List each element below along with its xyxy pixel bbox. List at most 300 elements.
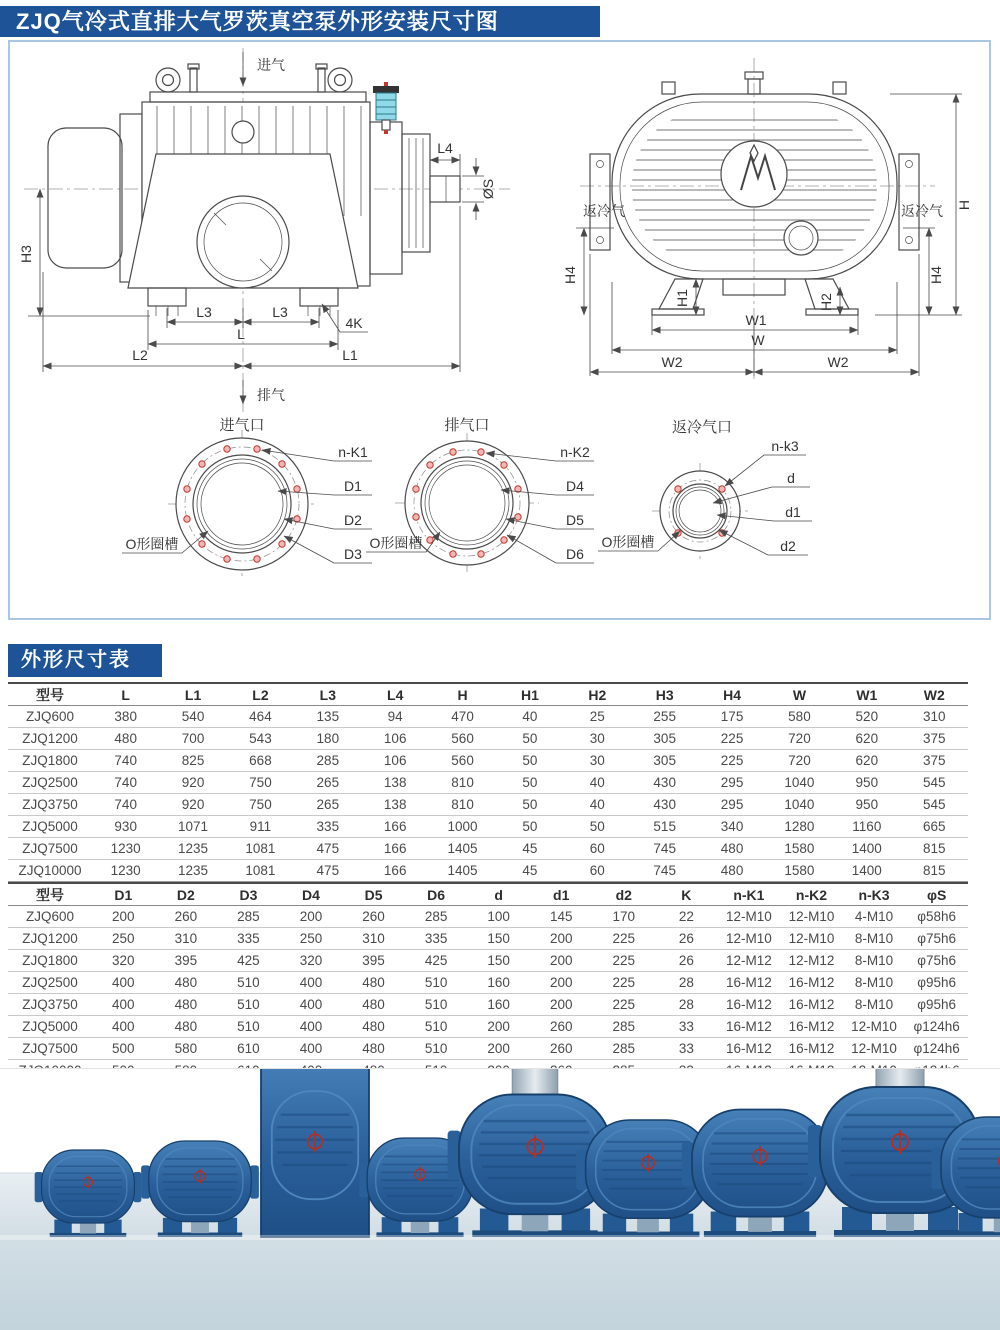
value-cell: 620 [855,731,879,746]
column-header: 型号 [36,886,64,903]
value-cell: 16-M12 [726,975,772,990]
flange2-d4-label: D4 [566,478,584,494]
value-cell: 33 [678,1041,694,1056]
value-cell: 668 [249,753,272,768]
value-cell: 510 [237,975,260,990]
value-cell: 560 [451,731,474,746]
value-cell: 720 [788,753,811,768]
page-title: ZJQ气冷式直排大气罗茨真空泵外形安装尺寸图 [0,6,600,37]
value-cell: 12-M12 [726,953,772,968]
value-cell: 930 [114,819,137,834]
value-cell: φ95h6 [917,997,957,1012]
value-cell: 200 [112,909,135,924]
value-cell: 145 [549,909,573,924]
value-cell: 740 [114,797,137,812]
value-cell: 1405 [447,863,478,878]
value-cell: 480 [174,1019,198,1034]
value-cell: 138 [383,797,407,812]
value-cell: 106 [383,731,407,746]
column-header: H [457,686,468,703]
value-cell: 45 [522,841,538,856]
value-cell: 950 [855,797,879,812]
table-row [8,816,968,838]
value-cell: 265 [316,797,340,812]
value-cell: 25 [589,709,605,724]
value-cell: 510 [424,997,448,1012]
table-row [8,706,968,728]
value-cell: φ124h6 [913,1019,960,1034]
column-header: L3 [319,686,336,703]
dim-label-w: W [751,332,765,348]
value-cell: 160 [487,997,510,1012]
value-cell: 200 [549,975,573,990]
product-photo [0,1068,1000,1330]
column-header: H3 [655,686,674,703]
column-header: L [121,686,130,703]
value-cell: 250 [299,931,323,946]
value-cell: 464 [249,709,272,724]
value-cell: 265 [316,775,340,790]
model-cell: ZJQ3750 [22,997,78,1012]
value-cell: 700 [181,731,205,746]
value-cell: 515 [653,819,676,834]
table-row [8,928,968,950]
value-cell: 395 [362,953,385,968]
value-cell: 911 [249,819,272,834]
flange3-bolt-label: n-k3 [771,438,799,454]
value-cell: 160 [487,975,510,990]
model-cell: ZJQ600 [25,909,75,924]
flange3-oring-label: O形圈槽 [601,534,655,550]
header-row [8,683,968,706]
dim-label-phi-s: ØS [480,178,496,200]
column-header: d2 [615,886,632,903]
flange3-d2-label: d2 [780,538,796,554]
value-cell: 745 [653,841,676,856]
value-cell: 475 [316,841,340,856]
flange1-oring-label: O形圈槽 [125,536,179,552]
value-cell: φ95h6 [917,975,957,990]
value-cell: 260 [174,909,198,924]
dim-label-h4-left: H4 [562,266,578,284]
model-cell: ZJQ1200 [22,731,78,746]
value-cell: 16-M12 [788,1041,835,1056]
table-row [8,860,968,882]
flange1-d2-label: D2 [344,512,362,528]
value-cell: 1000 [447,819,478,834]
value-cell: 545 [922,775,946,790]
value-cell: 12-M10 [788,909,835,924]
value-cell: 395 [174,953,198,968]
value-cell: 815 [922,841,946,856]
value-cell: 166 [383,863,407,878]
value-cell: 510 [237,997,260,1012]
column-header: L1 [184,686,202,703]
table-row [8,1038,968,1060]
value-cell: 720 [788,731,811,746]
value-cell: 40 [589,775,605,790]
return-gas-port-title: 返冷气口 [671,419,733,436]
value-cell: 400 [299,1019,323,1034]
inlet-flange-detail [122,417,372,578]
value-cell: 750 [249,797,272,812]
column-header: d [494,886,503,903]
column-header: D1 [114,886,133,903]
value-cell: 50 [522,797,538,812]
column-header: d1 [553,886,570,903]
value-cell: 225 [612,953,636,968]
column-header: L4 [387,686,404,703]
value-cell: 375 [922,731,946,746]
flange2-d6-label: D6 [566,546,584,562]
return-gas-flange-detail [598,419,812,559]
dim-label-w2-right: W2 [827,354,849,370]
flange2-d5-label: D5 [566,512,584,528]
value-cell: 60 [589,863,605,878]
value-cell: 16-M12 [788,975,835,990]
value-cell: 740 [114,775,137,790]
value-cell: 16-M12 [726,997,772,1012]
return-gas-label-left: 返冷气 [583,203,625,219]
value-cell: 1081 [245,841,276,856]
value-cell: 255 [653,709,676,724]
table-row [8,772,968,794]
model-cell: ZJQ3750 [22,797,78,812]
value-cell: 335 [237,931,260,946]
value-cell: 225 [720,753,744,768]
value-cell: 480 [720,841,744,856]
table-section-title: 外形尺寸表 [8,644,162,677]
value-cell: 26 [678,953,694,968]
value-cell: 745 [653,863,676,878]
value-cell: 510 [237,1019,260,1034]
value-cell: 1400 [851,841,882,856]
value-cell: 740 [114,753,137,768]
value-cell: 45 [522,863,538,878]
value-cell: 225 [612,931,636,946]
dim-label-h: H [956,199,972,211]
table-row [8,728,968,750]
column-header: D5 [364,886,383,903]
value-cell: 260 [549,1019,573,1034]
value-cell: 1405 [447,841,478,856]
flange1-bolt-label: n-K1 [338,444,368,460]
value-cell: 825 [181,753,205,768]
flange3-d-label: d [787,470,795,486]
flange3-d1-label: d1 [785,504,801,520]
value-cell: 250 [112,931,135,946]
flange2-bolt-label: n-K2 [560,444,590,460]
dimension-drawing-panel [8,40,991,620]
pump-end-view [562,58,972,382]
value-cell: 285 [612,1041,636,1056]
model-cell: ZJQ1800 [22,953,78,968]
value-cell: 12-M12 [788,953,835,968]
model-cell: ZJQ5000 [22,819,78,834]
value-cell: 1580 [784,841,815,856]
value-cell: φ75h6 [917,953,957,968]
value-cell: 480 [362,975,385,990]
value-cell: 400 [112,997,135,1012]
value-cell: 100 [487,909,510,924]
column-header: D2 [176,886,195,903]
value-cell: 950 [855,775,879,790]
value-cell: 1400 [851,863,882,878]
value-cell: 400 [299,975,323,990]
value-cell: 540 [181,709,205,724]
value-cell: 180 [316,731,340,746]
value-cell: 200 [299,909,323,924]
value-cell: 510 [424,975,448,990]
flange1-d1-label: D1 [344,478,362,494]
value-cell: φ58h6 [917,909,957,924]
column-header: D3 [239,886,258,903]
value-cell: 175 [720,709,744,724]
value-cell: 400 [299,997,323,1012]
value-cell: 40 [589,797,605,812]
column-header: W [792,686,807,703]
dim-label-l4: L4 [437,140,453,156]
value-cell: 310 [922,709,946,724]
value-cell: 580 [788,709,811,724]
value-cell: 310 [174,931,198,946]
value-cell: 920 [181,797,205,812]
table-row [8,838,968,860]
value-cell: 543 [249,731,272,746]
value-cell: 815 [922,863,946,878]
value-cell: 1040 [784,797,815,812]
column-header: K [681,886,692,903]
value-cell: 1580 [784,863,815,878]
value-cell: 225 [612,975,636,990]
value-cell: 12-M10 [726,931,772,946]
value-cell: 1235 [178,863,209,878]
header-row [8,883,968,906]
value-cell: 480 [114,731,137,746]
value-cell: 30 [589,753,605,768]
value-cell: 50 [589,819,605,834]
model-cell: ZJQ2500 [22,775,78,790]
model-cell: ZJQ7500 [22,1041,78,1056]
value-cell: 400 [299,1041,323,1056]
value-cell: 400 [112,1019,135,1034]
table-row [8,950,968,972]
model-cell: ZJQ600 [25,709,75,724]
value-cell: 430 [653,775,676,790]
value-cell: 295 [720,775,744,790]
value-cell: 320 [112,953,135,968]
value-cell: 12-M10 [788,931,835,946]
pumps-group-photo [0,1069,1000,1330]
value-cell: 425 [237,953,260,968]
value-cell: 545 [922,797,946,812]
value-cell: 50 [522,753,538,768]
column-header: 型号 [36,686,64,703]
value-cell: 12-M10 [726,909,772,924]
value-cell: 375 [922,753,946,768]
value-cell: 510 [424,1019,448,1034]
value-cell: 340 [720,819,744,834]
dim-label-w1: W1 [745,312,767,328]
value-cell: 260 [549,1041,573,1056]
value-cell: 665 [922,819,946,834]
column-header: W2 [923,686,945,703]
value-cell: 285 [424,909,448,924]
model-cell: ZJQ1800 [22,753,78,768]
table-row [8,794,968,816]
value-cell: 1230 [110,863,141,878]
value-cell: 480 [174,975,198,990]
value-cell: 150 [487,931,510,946]
value-cell: 8-M10 [854,931,894,946]
flange1-d3-label: D3 [344,546,362,562]
value-cell: 380 [114,709,137,724]
dim-label-l3-right: L3 [272,304,288,320]
value-cell: 8-M10 [854,975,894,990]
value-cell: 425 [424,953,448,968]
table-row [8,750,968,772]
value-cell: 26 [678,931,694,946]
value-cell: 335 [424,931,448,946]
value-cell: 480 [174,997,198,1012]
value-cell: 8-M10 [854,997,894,1012]
value-cell: 295 [720,797,744,812]
exhaust-label: 排气 [257,387,285,403]
value-cell: 16-M12 [788,1019,835,1034]
value-cell: 106 [383,753,407,768]
value-cell: 470 [451,709,474,724]
value-cell: φ75h6 [917,931,957,946]
value-cell: 150 [487,953,510,968]
value-cell: 225 [612,997,636,1012]
installation-dimension-drawing [10,42,989,618]
value-cell: 475 [316,863,340,878]
column-header: D4 [302,886,320,903]
value-cell: 260 [362,909,385,924]
value-cell: 920 [181,775,205,790]
return-gas-label-right: 返冷气 [901,203,943,219]
value-cell: 16-M12 [726,1041,772,1056]
value-cell: 170 [612,909,636,924]
value-cell: 22 [678,909,694,924]
column-header: n-K3 [858,886,890,903]
inlet-label: 进气 [257,57,285,73]
table-row [8,906,968,928]
value-cell: 40 [522,709,538,724]
value-cell: 510 [424,1041,448,1056]
column-header: W1 [856,686,878,703]
value-cell: 310 [362,931,385,946]
value-cell: 60 [589,841,605,856]
value-cell: 12-M10 [851,1041,897,1056]
value-cell: 305 [653,753,676,768]
value-cell: 30 [589,731,605,746]
value-cell: 28 [678,997,694,1012]
dim-label-l3-left: L3 [196,304,212,320]
value-cell: 200 [549,953,573,968]
value-cell: 225 [720,731,744,746]
value-cell: 480 [362,1041,385,1056]
value-cell: 1081 [245,863,276,878]
value-cell: 400 [112,975,135,990]
value-cell: 200 [549,997,573,1012]
value-cell: 16-M12 [788,997,835,1012]
table-row [8,972,968,994]
flange-dimensions-table [8,882,968,1082]
value-cell: 480 [362,997,385,1012]
value-cell: 1235 [178,841,209,856]
inlet-port-title: 进气口 [219,417,265,434]
value-cell: 560 [451,753,474,768]
value-cell: 28 [678,975,694,990]
value-cell: 620 [855,753,879,768]
value-cell: 50 [522,731,538,746]
model-cell: ZJQ1200 [22,931,78,946]
dim-label-h4-right: H4 [928,266,944,284]
dim-label-h1: H1 [674,289,690,307]
value-cell: 166 [383,841,407,856]
dim-label-h3: H3 [18,245,34,263]
dim-label-h2: H2 [818,293,834,311]
exhaust-flange-detail [366,417,594,573]
dim-label-l: L [237,326,245,342]
manufacturer-logo [721,141,787,207]
model-cell: ZJQ5000 [22,1019,78,1034]
value-cell: 135 [316,709,340,724]
value-cell: 285 [612,1019,636,1034]
value-cell: 320 [299,953,323,968]
model-cell: ZJQ7500 [22,841,78,856]
value-cell: 8-M10 [854,953,894,968]
exhaust-port-title: 排气口 [444,417,490,434]
value-cell: 285 [316,753,340,768]
value-cell: 12-M10 [851,1019,897,1034]
column-header: H1 [520,686,539,703]
value-cell: 138 [383,775,407,790]
dim-label-l2: L2 [132,347,148,363]
value-cell: 520 [855,709,879,724]
model-cell: ZJQ10000 [18,863,82,878]
value-cell: 200 [487,1019,510,1034]
column-header: H4 [723,686,742,703]
table-row [8,1016,968,1038]
pump-side-view [18,48,510,414]
column-header: D6 [427,886,446,903]
flange2-oring-label: O形圈槽 [369,535,423,551]
value-cell: 166 [383,819,407,834]
value-cell: 305 [653,731,676,746]
value-cell: 94 [387,709,403,724]
value-cell: 4-M10 [854,909,894,924]
value-cell: 500 [112,1041,135,1056]
value-cell: 50 [522,775,538,790]
value-cell: 335 [316,819,340,834]
dim-label-w2-left: W2 [661,354,683,370]
dimension-tables [8,682,992,1082]
value-cell: 16-M12 [726,1019,772,1034]
overall-dimensions-table [8,682,968,882]
value-cell: 480 [362,1019,385,1034]
model-cell: ZJQ2500 [22,975,78,990]
bolt-callout-4k: 4K [345,315,363,331]
value-cell: 200 [549,931,573,946]
column-header: n-K2 [795,886,828,903]
value-cell: 285 [237,909,260,924]
column-header: L2 [252,686,269,703]
value-cell: φ124h6 [913,1041,960,1056]
value-cell: 610 [237,1041,260,1056]
dim-label-l1: L1 [342,347,358,363]
